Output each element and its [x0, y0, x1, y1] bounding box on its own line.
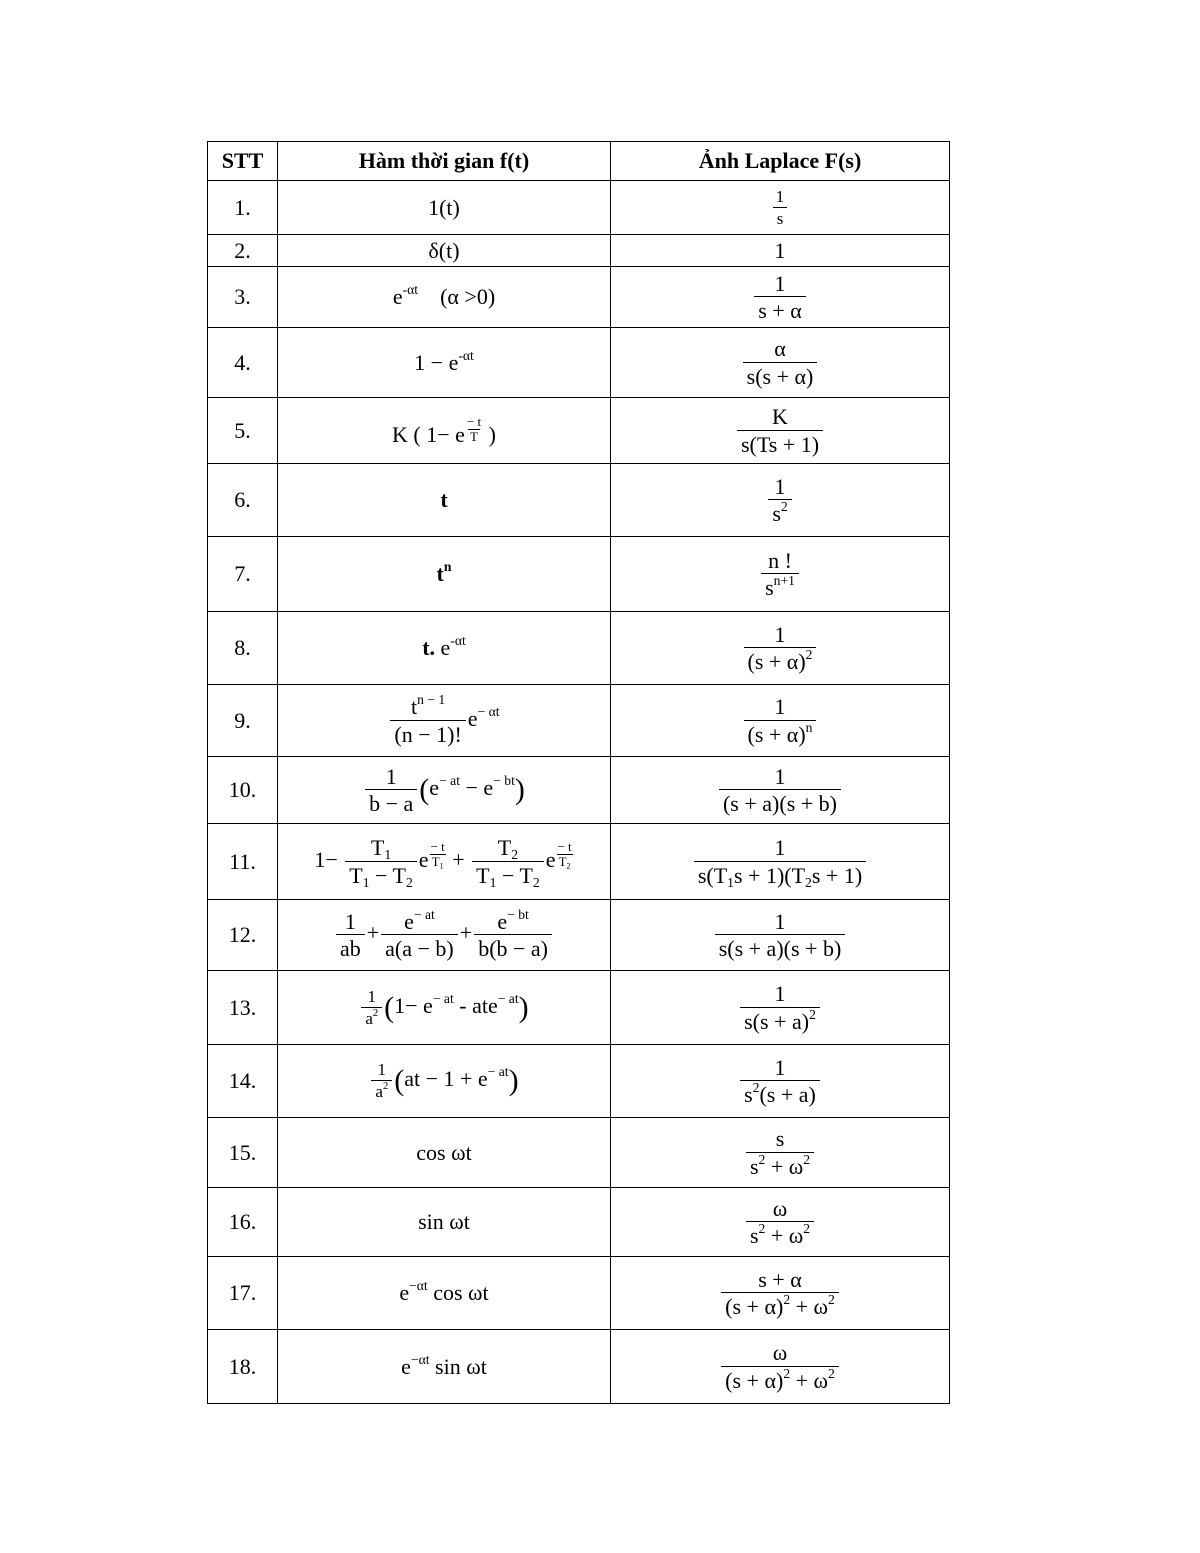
laplace-image-cell: $\frac{1}{s^2(s + a)}$ — [611, 1045, 950, 1118]
time-function-cell: $\frac{1}{b - a}$ $(e^{- at} - e^{- bt})$ — [278, 757, 611, 824]
row-number: 10. — [208, 757, 278, 824]
table-row — [208, 1045, 950, 1118]
time-function-cell: $1 - e^{-\alpha t}$ — [278, 328, 611, 398]
laplace-image-cell: $\frac{1}{s + \alpha}$ — [611, 267, 950, 328]
laplace-image-cell: $\frac{1}{s(s + a)(s + b)}$ — [611, 900, 950, 971]
table-row — [208, 235, 950, 267]
table-row — [208, 1257, 950, 1330]
laplace-image-cell: $\frac{1}{s(s + a)^2}$ — [611, 971, 950, 1045]
table-row — [208, 685, 950, 757]
laplace-image-cell: $\frac{\omega}{s^2 + \omega^2}$ — [611, 1188, 950, 1257]
row-number: 3. — [208, 267, 278, 328]
row-number: 7. — [208, 537, 278, 612]
table-row — [208, 971, 950, 1045]
laplace-image-cell: $\frac{s}{s^2 + \omega^2}$ — [611, 1118, 950, 1188]
laplace-image-cell: $\frac{1}{(s + \alpha)^2}$ — [611, 612, 950, 685]
laplace-image-cell: $\frac{1}{s^2}$ — [611, 464, 950, 537]
header-stt: STT — [208, 142, 278, 181]
row-number: 6. — [208, 464, 278, 537]
table-row — [208, 1118, 950, 1188]
laplace-image-cell: $\frac{\alpha}{s(s + \alpha)}$ — [611, 328, 950, 398]
header-laplace-image: Ảnh Laplace F(s) — [611, 142, 950, 181]
row-number: 18. — [208, 1330, 278, 1404]
time-function-cell: t — [278, 464, 611, 537]
laplace-image-cell: $\frac{1}{(s + a)(s + b)}$ — [611, 757, 950, 824]
table-row — [208, 824, 950, 900]
row-number: 1. — [208, 181, 278, 235]
time-function-cell: 1(t) — [278, 181, 611, 235]
row-number: 14. — [208, 1045, 278, 1118]
laplace-image-cell: $\frac{K}{s(Ts + 1)}$ — [611, 398, 950, 464]
laplace-image-cell: $\frac{1}{s}$ — [611, 181, 950, 235]
row-number: 11. — [208, 824, 278, 900]
time-function-cell: $\frac{1}{a^2}$ $(1- e^{- at} - ate^{- at})$ — [278, 971, 611, 1045]
row-number: 13. — [208, 971, 278, 1045]
time-function-cell: δ(t) — [278, 235, 611, 267]
table-row — [208, 900, 950, 971]
time-function-cell: K ( 1− e $\frac{- t}{T}$ ) — [278, 398, 611, 464]
laplace-image-cell: $\frac{\omega}{(s + \alpha)^2 + \omega^2}$ — [611, 1330, 950, 1404]
table-row — [208, 181, 950, 235]
time-function-cell: sin ωt — [278, 1188, 611, 1257]
time-function-cell: $\frac{1}{a^2}$ $(at - 1 + e^{- at})$ — [278, 1045, 611, 1118]
table-row — [208, 328, 950, 398]
table-row — [208, 267, 950, 328]
laplace-transform-table — [207, 141, 950, 1404]
row-number: 12. — [208, 900, 278, 971]
row-number: 16. — [208, 1188, 278, 1257]
laplace-image-cell: $\frac{n !}{s^{n+1}}$ — [611, 537, 950, 612]
row-number: 17. — [208, 1257, 278, 1330]
time-function-cell: $t^n$ — [278, 537, 611, 612]
table-row — [208, 1330, 950, 1404]
table-row — [208, 1188, 950, 1257]
row-number: 8. — [208, 612, 278, 685]
row-number: 15. — [208, 1118, 278, 1188]
time-function-cell: $e^{-\alpha t}$ sin ωt — [278, 1330, 611, 1404]
table-header-row — [208, 142, 950, 181]
row-number: 9. — [208, 685, 278, 757]
row-number: 5. — [208, 398, 278, 464]
laplace-image-cell: $\frac{1}{s(T_1s + 1)(T_2s + 1)}$ — [611, 824, 950, 900]
time-function-cell: t. $e^{-\alpha t}$ — [278, 612, 611, 685]
table-row — [208, 398, 950, 464]
laplace-image-cell: $\frac{s + \alpha}{(s + \alpha)^2 + \omega^2}$ — [611, 1257, 950, 1330]
table-row — [208, 464, 950, 537]
row-number: 2. — [208, 235, 278, 267]
time-function-cell: $e^{-\alpha t}$ cos ωt — [278, 1257, 611, 1330]
laplace-image-cell: $\frac{1}{(s + \alpha)^n}$ — [611, 685, 950, 757]
row-number: 4. — [208, 328, 278, 398]
laplace-image-cell: 1 — [611, 235, 950, 267]
table-row — [208, 757, 950, 824]
table-row — [208, 537, 950, 612]
table-row — [208, 612, 950, 685]
header-time-function: Hàm thời gian f(t) — [278, 142, 611, 181]
time-function-cell: cos ωt — [278, 1118, 611, 1188]
time-function-cell: $e^{-\alpha t}$ (α >0) — [278, 267, 611, 328]
time-function-cell: 1− $\frac{T_1}{T_1 - T_2}$ e $\frac{- t}{T_1}$ + $\frac{T_2}{T_1 - T_2}$ e $\frac{- t}{T_2}$ — [278, 824, 611, 900]
time-function-cell: $\frac{t^{n - 1}}{(n - 1)!}$ $e^{- \alpha t}$ — [278, 685, 611, 757]
time-function-cell: $\frac{1}{ab}$ + $\frac{e^{- at}}{a(a - b)}$ + $\frac{e^{- bt}}{b(b - a)}$ — [278, 900, 611, 971]
